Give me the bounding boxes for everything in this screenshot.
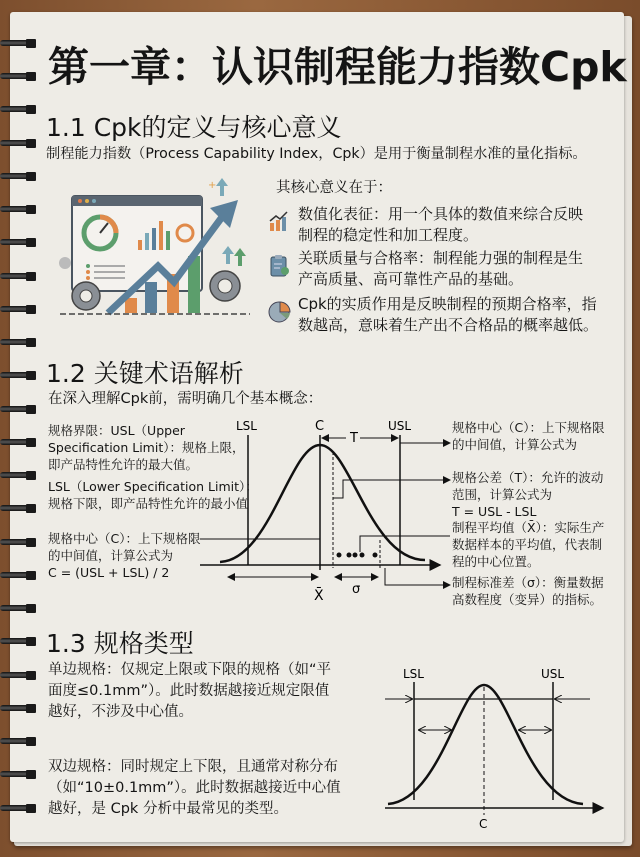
term-center-left: 规格中心（C）：上下规格限 的中间值，计算公式为 C = (USL + LSL) / 2 — [48, 531, 201, 580]
term-std-dev: 制程标准差（σ）：衡量数据 高数程度（变异）的指标。 — [452, 575, 604, 607]
bilateral-spec-diagram — [385, 660, 615, 830]
svg-text:C: C — [315, 419, 325, 434]
svg-text:LSL: LSL — [236, 419, 257, 433]
single-sided-spec: 单边规格：仅规定上限或下限的规格（如“平 面度≤0.1mm”）。此时数据越接近规定限值 越好，不涉及中心值。 — [48, 662, 332, 720]
double-sided-spec: 双边规格：同时规定上下限，且通常对称分布 （如“10±0.1mm”）。此时数据越接近中心值 越好，是 Cpk 分析中最常见的类型。 — [48, 759, 341, 817]
svg-text:T: T — [350, 431, 358, 446]
section-1-2-intro: 在深入理解Cpk前，需明确几个基本概念： — [48, 391, 323, 407]
term-center-right: 规格中心（C）：上下规格限 的中间值，计算公式为 — [452, 420, 605, 452]
section-heading-1-1: 1.1 Cpk的定义与核心意义 — [46, 113, 342, 142]
page-title: 第一章：认识制程能力指数Cpk — [48, 43, 627, 91]
svg-text:+: + — [208, 180, 217, 191]
svg-text:C: C — [479, 817, 488, 830]
section-1-1-intro: 制程能力指数（Process Capability Index，Cpk）是用于衡量制程水准的量化指标。 — [46, 146, 587, 162]
svg-text:X̄: X̄ — [314, 588, 324, 604]
svg-text:LSL: LSL — [403, 667, 424, 681]
clipboard-check-icon — [268, 254, 292, 278]
spiral-binding — [0, 38, 40, 838]
pie-chart-icon — [268, 300, 292, 324]
term-usl: 规格界限：USL（Upper Specification Limit）：规格上限， 即产品特性允许的最大值。 — [48, 423, 245, 472]
bar-chart-trend-icon — [268, 210, 292, 234]
svg-text:USL: USL — [541, 667, 565, 681]
svg-text:σ: σ — [352, 582, 361, 597]
normal-distribution-diagram — [200, 410, 455, 610]
section-heading-1-3: 1.3 规格类型 — [46, 629, 194, 658]
term-tolerance: 规格公差（T）：允许的波动 范围，计算公式为 T = USL - LSL — [452, 470, 604, 519]
term-process-mean: 制程平均值（X̄）：实际生产 数据样本的平均值，代表制 程的中心位置。 — [452, 520, 605, 569]
core-meaning-label: 其核心意义在于： — [276, 180, 392, 196]
svg-text:USL: USL — [388, 419, 412, 433]
section-heading-1-2: 1.2 关键术语解析 — [46, 359, 244, 388]
dashboard-growth-illustration — [50, 178, 255, 318]
term-lsl: LSL（Lower Specification Limit）： 规格下限，即产品特性允许的最小值 — [48, 479, 258, 511]
